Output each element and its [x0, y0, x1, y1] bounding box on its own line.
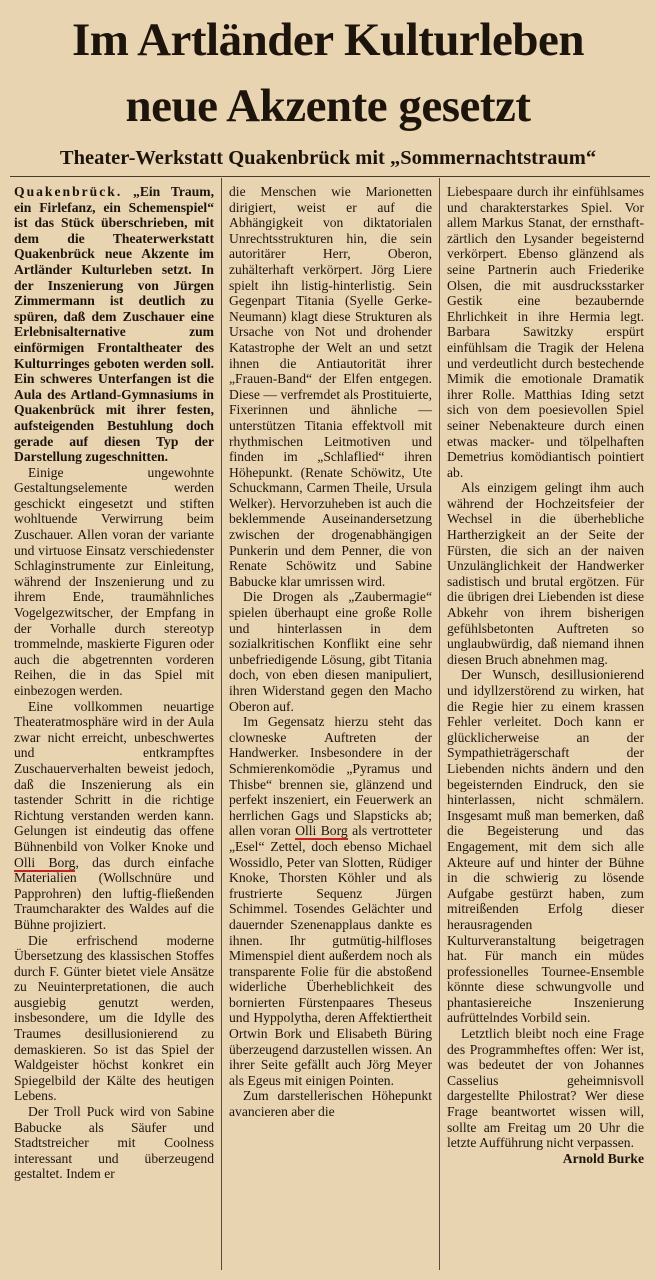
paragraph: Zum darstellerischen Höhepunkt avancieren aber die: [229, 1088, 432, 1120]
paragraph: Liebespaare durch ihr einfühlsames und charakterstarkes Spiel. Vor allem Markus Stanat, der ernsthaft-zärtlich den Lysander begeisternd verkörpert. Ebenso glänzend als seine Partnerin auch Friederike Olsen, die mit ausdrucksstarker Gestik eine bezaubernde Ehrlichkeit in ihre Hermia legt. Barbara Sawitzky erspürt einfühlsam die Tragik der Helena und verdeutlicht durch bestechende Mimik die emotionale Dramatik ihrer Rolle. Matthias Iding setzt sich von dem poesievollen Spiel seiner Nebenakteure durch einen etwas macker- und tölpelhaften Demetrius komödiantisch pointiert ab.: [447, 184, 644, 480]
paragraph: Die Drogen als „Zaubermagie“ spielen überhaupt eine große Rolle und hinterlassen in dem sozialkritischen Konflikt eine sehr unbefriedigende Lösung, gibt Titania doch, von eben diesen manipuliert, ihren Widerstand gegen den Macho Oberon auf.: [229, 589, 432, 714]
highlighted-name: Olli Borg: [295, 823, 348, 839]
header-rule: [10, 176, 650, 177]
paragraph: [14, 699, 214, 933]
paragraph: Die erfrischend moderne Übersetzung des klassischen Stoffes durch F. Günter bietet viele Ansätze zu Neuinterpretationen, die auch ausgiebig genutzt werden, insbesondere, um die Idylle des Traumes desillusionierend zu demaskieren. So ist das Spiel der Waldgeister höchst konkret ein Spiegelbild der Kälte des heutigen Lebens.: [14, 932, 214, 1104]
paragraph-text: , das durch einfache Materialien (Wollschnüre und Papprohren) den luftig-fließenden Traumcharakter des Waldes auf die Bühne projiziert.: [14, 854, 214, 932]
author-byline: Arnold Burke: [562, 1150, 644, 1166]
headline-line-2: neue Akzente gesetzt: [125, 80, 531, 132]
paragraph-text: Im Gegensatz hierzu steht das clowneske Auftreten der Handwerker. Insbesondere in der Schmierenkomödie „Pyramus und Thisbe“ brennen sie, glänzend und perfekt inszeniert, ein Feuerwerk an herrlichen Gags und Slapsticks ab; allen voran: [229, 714, 432, 839]
paragraph: Einige ungewohnte Gestaltungselemente werden geschickt eingesetzt und stiften wohltuende Verwirrung beim Zuschauer. Allen voran der variante und virtuose Einsatz verschiedenster Schlaginstrumente zur Einleitung, während der Inszenierung und zu ihrem Ende, traumähnliches Vogelgezwitscher, der Empfang in der Vorhalle durch stereotyp trommelnde, maskierte Figuren oder auch die abgetrennten vorderen Reihen, die in das Spiel mit einbezogen werden.: [14, 464, 214, 698]
article-column-2: [229, 184, 432, 1272]
dateline: Quakenbrück.: [14, 184, 123, 199]
column-divider: [221, 178, 222, 1270]
paragraph: [447, 1026, 644, 1166]
subheadline: Theater-Werkstatt Quakenbrück mit „Sommernachtstraum“: [59, 147, 597, 169]
paragraph-text: als vertrotteter „Esel“ Zettel, doch ebenso Michael Wossidlo, Peter van Slotten, Rüdiger Knoke, Thorsten Köhler und als frustrierte Sequenz Jürgen Schimmel. Tosendes Gelächter und dauernder Szenenapplaus dankte es ihnen. Ihr gutmütig-hilfloses Mimenspiel dient außerdem noch als transparente Folie für die abstoßend widerliche Überheblichkeit des bornierten Fürstenpaares Theseus und Hyppolytha, deren Affektiertheit Ortwin Bork und Elisabeth Büring überzeugend darzustellen wissen. An ihrer Seite gefällt auch Jörg Meyer als Egeus mit einigen Pointen.: [229, 823, 432, 1088]
paragraph: Als einzigem gelingt ihm auch während der Hochzeitsfeier der Wechsel in die überhebliche Hartherzigkeit an der Seite der Fürsten, die sich an der naiven Unzulänglichkeit der Handwerker sadistisch und brutal ergötzen. Für die übrigen drei Liebenden ist diese Abkehr von ihrem bisherigen gefühlsbetonten Auftreten so unglaubwürdig, daß niemand ihnen diesen Bruch abnehmen mag.: [447, 480, 644, 667]
article-column-3: [447, 184, 644, 1272]
paragraph: Der Troll Puck wird von Sabine Babucke als Säufer und Stadtstreicher mit Coolness interessant und überzeugend gestaltet. Indem er: [14, 1104, 214, 1182]
article-column-1: [14, 184, 214, 1272]
lead-text: „Ein Traum, ein Firlefanz, ein Schemenspiel“ ist das Stück überschrieben, mit dem die Theaterwerkstatt Quakenbrück neue Akzente im Artländer Kulturleben setzt. In der Inszenierung von Jürgen Zimmermann ist deutlich zu spüren, daß dem Zuschauer eine Erlebnisalternative zum einförmigen Frontaltheater des Kulturringes geboten werden soll. Ein schweres Unterfangen ist die Aula des Artland-Gymnasiums in Quakenbrück mit ihrer festen, aufsteigenden Bestuhlung doch gerade auf diesen Typ der Darstellung zugeschnitten.: [14, 184, 214, 465]
paragraph: [229, 714, 432, 1088]
paragraph: die Menschen wie Marionetten dirigiert, weist er auf die Abhängigkeit von diktatorialen Unrechtsstrukturen hin, die sein autoritärer Herr, Oberon, zuhälterhaft verkörpert. Jörg Liere spielt ihn listig-hinterlistig. Sein Gegenpart Titania (Syelle Gerke-Neumann) klagt diese Strukturen als Ursache von Not und drohender Katastrophe der Welt an und setzt ihnen die Antiautorität ihrer „Frauen-Band“ der Elfen entgegen. Diese — verfremdet als Prostituierte, Fixerinnen und ähnliche — unterstützen Titania effektvoll mit rhythmischen Leitmotiven und finden im „Schlaflied“ ihren Höhepunkt. (Renate Schöwitz, Ute Schuckmann, Carmen Theile, Ursula Welker). Hervorzuheben ist auch die beklemmende Auseinandersetzung zwischen der drogenabhängigen Punkerin und dem Penner, die von Renate Schöwitz und Sabine Babucke klar umrissen wird.: [229, 184, 432, 589]
highlighted-name: Olli Borg: [14, 854, 76, 870]
lead-paragraph: [14, 184, 214, 465]
headline-line-1: Im Artländer Kulturleben: [72, 14, 584, 66]
paragraph: Der Wunsch, desillusionierend und idyllzerstörend zu wirken, hat die Regie hier zu einem krassen Fehler verleitet. Doch kann er glücklicherweise an der Sympathieträgerschaft der Liebenden nichts ändern und den begeisternden Eindruck, den sie hinterlassen, nicht schmälern. Insgesamt muß man bemerken, daß die Begeisterung und das Engagement, mit dem sich alle Akteure auf und hinter der Bühne in die schwierig zu lösende Aufgabe gestürzt haben, zum mitreißenden Erfolg dieser herausragenden Kulturveranstaltung beigetragen hat. Für manch ein müdes professionelles Tournee-Ensemble könnte diese schwungvolle und phantasiereiche Inszenierung aufrüttelndes Vorbild sein.: [447, 667, 644, 1026]
paragraph-text: Letztlich bleibt noch eine Frage des Programmheftes offen: Wer ist, was bedeutet der von Johannes Casselius geheimnisvoll dargestellte Philostrat? Wer diese Frage beantwortet wissen will, sollte am Freitag um 20 Uhr die letzte Aufführung nicht verpassen.: [447, 1026, 644, 1151]
paragraph-text: Eine vollkommen neuartige Theateratmosphäre wird in der Aula zwar nicht erreicht, unbeschwertes und entkrampftes Zuschauerverhalten beweist jedoch, daß die Inszenierung als ein tastender Schritt in die richtige Richtung verstanden werden kann. Gelungen ist eindeutig das offene Bühnenbild von Volker Knoke und: [14, 698, 214, 854]
column-divider: [439, 178, 440, 1270]
